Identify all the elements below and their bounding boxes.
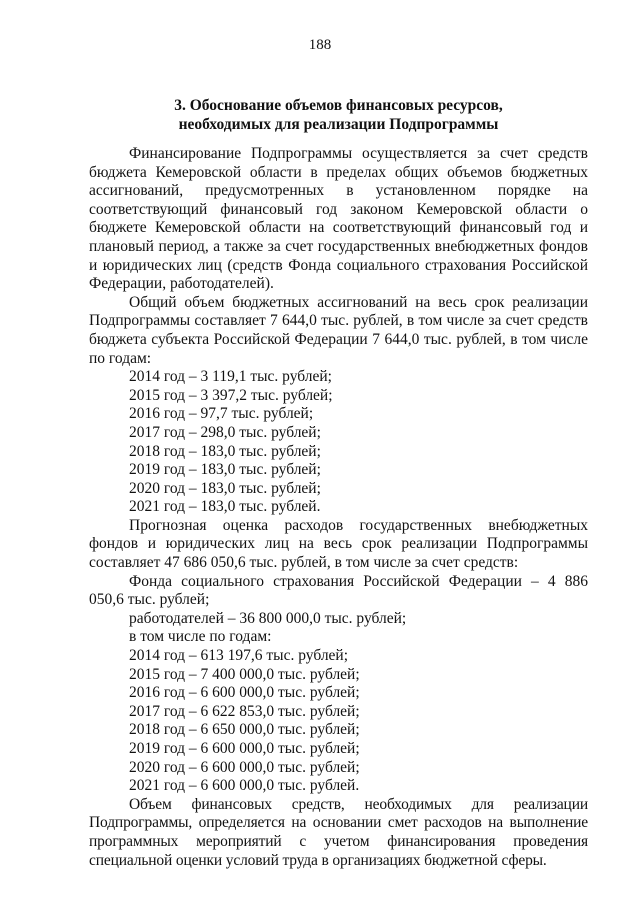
budget-by-year-list	[89, 368, 588, 517]
list-item: 2018 год – 6 650 000,0 тыс. рублей;	[129, 721, 360, 739]
list-item: 2016 год – 97,7 тыс. рублей;	[129, 405, 314, 423]
list-item: 2020 год – 6 600 000,0 тыс. рублей;	[129, 758, 360, 776]
paragraph-social-insurance-fund: Фонда социального страхования Российской Федерации – 4 886 050,6 тыс. рублей;	[89, 572, 588, 609]
list-item: 2020 год – 183,0 тыс. рублей;	[129, 479, 321, 497]
employers-total-line: работодателей – 36 800 000,0 тыс. рублей;	[129, 609, 407, 627]
paragraph-financing-sources: Финансирование Подпрограммы осуществляется за счет средств бюджета Кемеровской области в пределах общих объемов бюджетных ассигнований, предусмотренных в установленном порядке на соответствующий финансовый год законом Кемеровской области о бюджете Кемеровской области на соответствующий финансовый год и плановый период, а также за счет государственных внебюджетных фондов и юридических лиц (средств Фонда социального страхования Российской Федерации, работодателей).	[89, 145, 588, 293]
list-item: 2018 год – 183,0 тыс. рублей;	[129, 442, 321, 460]
paragraph-funding-volume: Объем финансовых средств, необходимых для реализации Подпрограммы, определяется на основании смет расходов на выполнение программных мероприятий с учетом финансирования проведения специальной оценки условий труда в организациях бюджетной сферы.	[89, 795, 588, 869]
list-item: 2019 год – 6 600 000,0 тыс. рублей;	[129, 740, 360, 757]
list-item: 2014 год – 3 119,1 тыс. рублей;	[129, 368, 332, 386]
by-years-intro: в том числе по годам:	[129, 628, 272, 646]
section-heading-line-2: необходимых для реализации Подпрограммы	[178, 116, 499, 133]
section-body	[89, 145, 588, 870]
list-item: 2021 год – 183,0 тыс. рублей.	[129, 498, 321, 516]
paragraph-extrabudgetary-estimate: Прогнозная оценка расходов государственных внебюджетных фондов и юридических лиц на весь срок реализации Подпрограммы составляет 47 686 050,6 тыс. рублей, в том числе за счет средств:	[89, 516, 588, 572]
list-item: 2016 год – 6 600 000,0 тыс. рублей;	[129, 684, 360, 702]
employers-by-year-list	[89, 647, 588, 796]
list-item: 2015 год – 3 397,2 тыс. рублей;	[129, 386, 333, 404]
paragraph-total-budget: Общий объем бюджетных ассигнований на весь срок реализации Подпрограммы составляет 7 644,0 тыс. рублей, в том числе за счет средств бюджета субъекта Российской Федерации 7 644,0 тыс. рублей, в том числе по годам:	[89, 293, 588, 367]
list-item: 2017 год – 6 622 853,0 тыс. рублей;	[129, 702, 360, 720]
section-heading-line-1: 3. Обоснование объемов финансовых ресурсов,	[174, 97, 503, 114]
section-heading	[89, 96, 588, 134]
list-item: 2017 год – 298,0 тыс. рублей;	[129, 423, 321, 441]
list-item: 2021 год – 6 600 000,0 тыс. рублей.	[129, 777, 360, 795]
list-item: 2014 год – 613 197,6 тыс. рублей;	[129, 647, 349, 665]
list-item: 2015 год – 7 400 000,0 тыс. рублей;	[129, 665, 360, 683]
list-item: 2019 год – 183,0 тыс. рублей;	[129, 461, 321, 479]
page-number: 188	[308, 37, 332, 53]
